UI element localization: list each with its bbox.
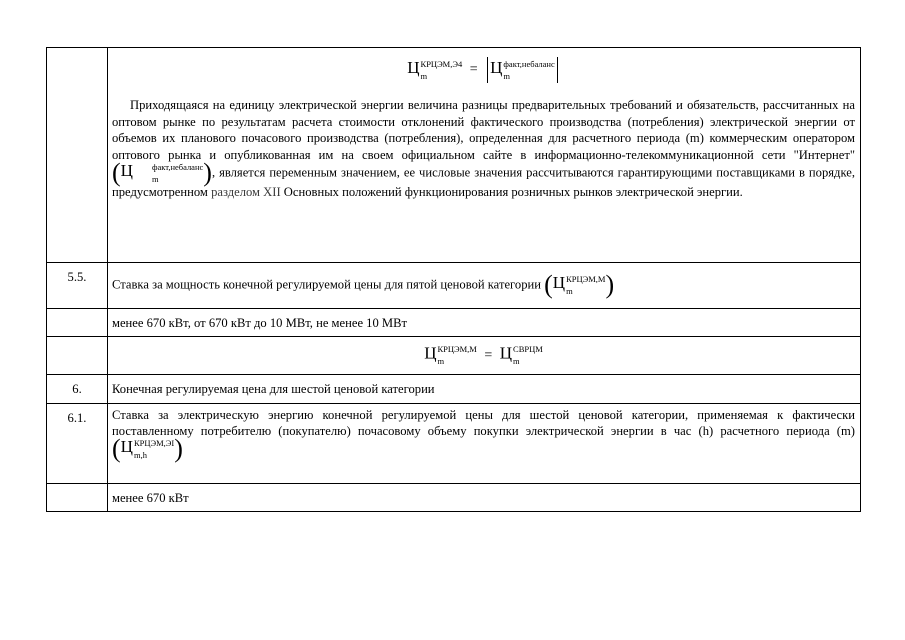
- row-content-cell: [108, 48, 861, 263]
- abs-bar-left: [487, 57, 488, 83]
- formula-subscript: m: [566, 286, 573, 296]
- formula-subscript: m: [420, 70, 428, 81]
- table-row: [47, 309, 861, 337]
- paragraph-text: Основных положений функционирования розничных рынков электрической энергии.: [283, 185, 743, 199]
- row-number-cell: [47, 48, 108, 263]
- section-reference-link[interactable]: разделом XII: [211, 185, 281, 199]
- row-text: Ставка за мощность конечной регулируемой цены для пятой ценовой категории: [112, 277, 541, 292]
- paragraph-text: Приходящаяся на единицу электрической энергии величина разницы предварительных требований и обязательств, рассчитанных на оптовом рынке по результатам расчета стоимости отклонений фактического производства (потребления) электрической энергии от объемов их планового почасового производства (потребления), определенная для расчетного периода (m) коммерческим оператором оптового рынка и опубликованная им на своем официальном сайте в информационно-телекоммуникационной сети "Интернет": [112, 98, 855, 162]
- formula-subscript: m: [513, 356, 520, 366]
- definition-paragraph: [112, 97, 855, 201]
- row-content-cell: [108, 484, 861, 512]
- row-number-cell: [47, 309, 108, 337]
- row-number-cell: [47, 337, 108, 375]
- table-row: [47, 337, 861, 375]
- table-row: [47, 404, 861, 484]
- row-text: менее 670 кВт: [112, 490, 189, 505]
- table-row: [47, 484, 861, 512]
- inline-symbol: (Ц КРЦЭМ,ЭI m,h ): [112, 434, 183, 464]
- formula-superscript: факт,небаланс: [503, 58, 555, 69]
- row-content-cell: [108, 337, 861, 375]
- formula-superscript: КРЦЭМ,М: [437, 344, 477, 354]
- table-row: [47, 375, 861, 404]
- row-text: менее 670 кВт, от 670 кВт до 10 МВт, не менее 10 МВт: [112, 315, 408, 330]
- row-content-cell: [108, 309, 861, 337]
- formula-m: [112, 345, 855, 366]
- tariff-table: [46, 47, 861, 512]
- formula-superscript: факт,небаланс: [151, 162, 204, 172]
- paragraph-text: , является переменным значением, ее числовые значения рассчитываются гарантирующими поставщиками в порядке, предусмотренном: [112, 165, 855, 199]
- formula-e4: [112, 57, 855, 83]
- formula-subscript: m: [151, 174, 159, 184]
- inline-symbol: (Ц факт,небаланс m ): [112, 158, 212, 188]
- formula-symbol: Ц: [407, 58, 420, 78]
- formula-subscript: m: [437, 356, 445, 366]
- equals-sign: =: [469, 62, 478, 77]
- formula-superscript: КРЦЭМ,М: [566, 274, 606, 284]
- row-number-cell: [47, 484, 108, 512]
- formula-superscript: КРЦЭМ,Э4: [420, 58, 463, 69]
- equals-sign: =: [484, 347, 493, 363]
- inline-symbol: (Ц КРЦЭМ,М m ): [544, 270, 615, 300]
- formula-subscript: m: [503, 70, 511, 81]
- row-number-cell: 5.5.: [47, 263, 108, 309]
- formula-symbol: Ц: [424, 343, 437, 363]
- row-content-cell: [108, 375, 861, 404]
- formula-superscript: СВРЦМ: [513, 344, 543, 354]
- table-row: [47, 263, 861, 309]
- formula-symbol: Ц: [120, 437, 133, 457]
- formula-superscript: КРЦЭМ,ЭI: [133, 438, 175, 448]
- abs-bar-right: [557, 57, 558, 83]
- table-row: [47, 48, 861, 263]
- formula-subscript: m,h: [133, 450, 147, 460]
- row-content-cell: [108, 263, 861, 309]
- row-content-cell: [108, 404, 861, 484]
- row-text: Конечная регулируемая цена для шестой ценовой категории: [112, 382, 435, 396]
- formula-symbol: Ц: [120, 161, 133, 181]
- row-text: Ставка за электрическую энергию конечной регулируемой цены для шестой ценовой категории, применяемая к фактически поставленному потребителю (покупателю) почасовому объему покупки электрической энергии в час (h) расчетного периода (m): [112, 408, 855, 438]
- row-number-cell: 6.1.: [47, 404, 108, 484]
- formula-symbol: Ц: [552, 273, 566, 293]
- row-number-cell: 6.: [47, 375, 108, 404]
- formula-symbol: Ц: [499, 343, 513, 363]
- formula-symbol: Ц: [490, 58, 503, 78]
